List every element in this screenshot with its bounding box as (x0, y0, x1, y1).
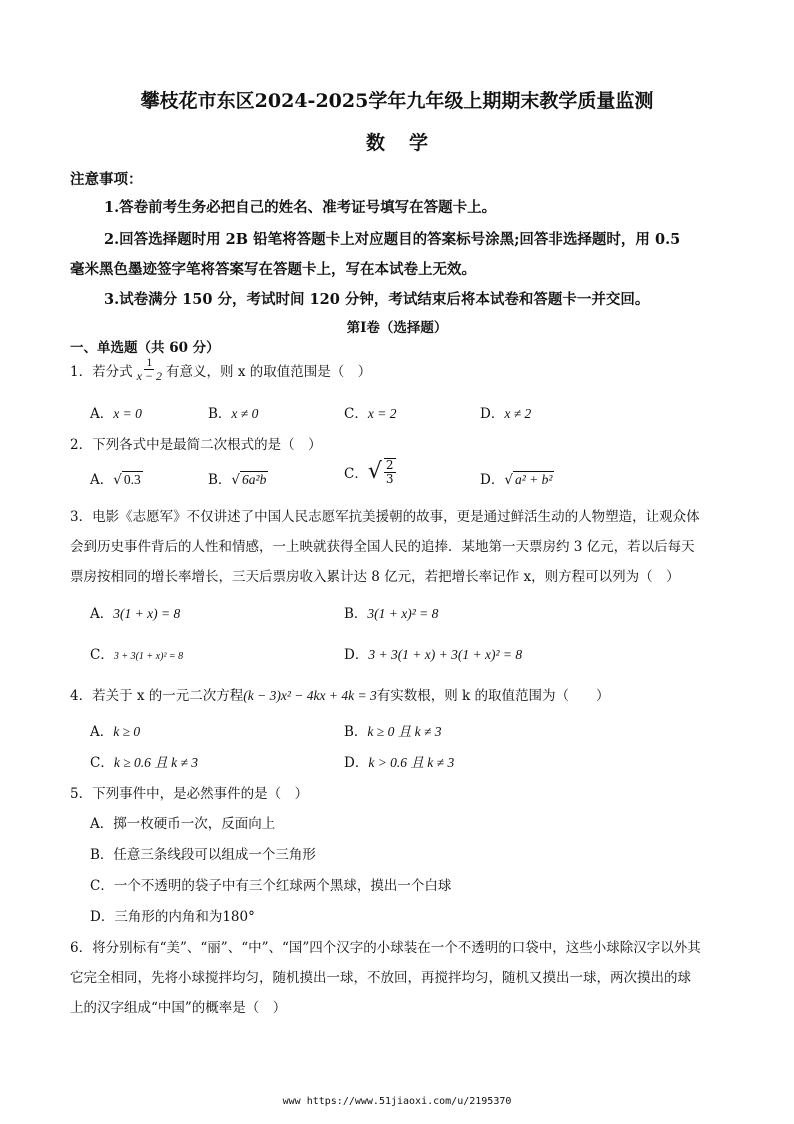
question-1-stem (70, 356, 371, 383)
q4-option-a-label: A． (90, 724, 114, 740)
question-6-line-3: 上的汉字组成“中国”的概率是（ ） (70, 1000, 287, 1016)
section-title: 一、单选题（共 60 分） (70, 340, 220, 356)
q4-option-c-label: C． (90, 755, 114, 771)
q2-option-c-label: C． (344, 466, 368, 483)
q2-option-b: B．√ 6a²b (208, 472, 267, 488)
q4-option-a (90, 720, 140, 740)
q1-suffix: 有意义，则 x 的取值范围是（ ） (166, 363, 372, 380)
q3-option-d (344, 643, 522, 663)
part-title: 第Ⅰ卷（选择题） (346, 320, 448, 336)
q1-option-d-label: D． (480, 406, 505, 422)
q1-option-b-math: x ≠ 0 (231, 406, 259, 421)
q3-option-a-label: A． (90, 606, 114, 622)
notice-item-3: 3.试卷满分 150 分，考试时间 120 分钟，考试结束后将本试卷和答题卡一并交回。 (104, 291, 650, 308)
q3-option-c (90, 643, 183, 663)
q2-option-b-label: B． (208, 472, 232, 488)
q4-option-d-math: k > 0.6 且 k ≠ 3 (368, 755, 455, 770)
q3-option-a-math: 3(1 + x) = 8 (113, 606, 181, 621)
q4-option-a-math: k ≥ 0 (113, 724, 141, 739)
q4-option-c-math: k ≥ 0.6 且 k ≠ 3 (113, 755, 199, 770)
q3-option-d-label: D． (344, 647, 369, 663)
q2-option-a-radicand: 0.3 (123, 472, 141, 487)
q1-option-c-math: x = 2 (367, 406, 397, 421)
q4-option-b-math: k ≥ 0 且 k ≠ 3 (367, 724, 442, 739)
q1-fraction-numerator: 1 (146, 355, 153, 369)
q3-option-b-math: 3(1 + x)² = 8 (367, 606, 439, 621)
notice-item-2a: 2.回答选择题时用 2B 铅笔将答题卡上对应题目的答案标号涂黑;回答非选择题时，用 0.5 (104, 231, 681, 248)
question-4-stem (70, 684, 610, 704)
q3-option-b (344, 602, 438, 622)
q2-option-c-num: 2 (385, 458, 394, 472)
question-6-line-1: 6．将分别标有“美”、“丽”、“中”、“国”四个汉字的小球装在一个不透明的口袋中，这些小球除汉字以外其 (70, 940, 701, 956)
q2-option-c-den: 3 (385, 472, 394, 487)
q2-option-c (344, 458, 398, 486)
q3-option-a (90, 602, 180, 622)
q1-option-d-math: x ≠ 2 (504, 406, 532, 421)
q1-fraction (135, 356, 164, 383)
q5-option-c: C．一个不透明的袋子中有三个红球两个黑球，摸出一个白球 (90, 878, 452, 894)
q1-option-b (208, 402, 258, 422)
q3-option-d-math: 3 + 3(1 + x) + 3(1 + x)² = 8 (368, 647, 523, 662)
notice-item-1: 1.答卷前考生务必把自己的姓名、准考证号填写在答题卡上。 (104, 199, 497, 216)
q5-option-a: A．掷一枚硬币一次，反面向上 (90, 816, 276, 832)
q1-option-d (480, 402, 531, 422)
q2-option-a: A．√ 0.3 (90, 472, 141, 488)
q1-option-c (344, 402, 396, 422)
notice-heading: 注意事项： (70, 171, 143, 188)
q2-option-d: D．√ a² + b² (480, 472, 553, 488)
q2-option-b-radicand: 6a²b (242, 472, 267, 487)
notice-item-2b: 毫米黑色墨迹签字笔将答案写在答题卡上，写在本试卷上无效。 (70, 261, 476, 278)
q2-option-d-radicand: a² + b² (514, 472, 553, 487)
q5-option-b: B．任意三条线段可以组成一个三角形 (90, 847, 316, 863)
q3-option-c-label: C． (90, 647, 114, 663)
question-6-line-2: 它完全相同，先将小球搅拌均匀，随机摸出一球，不放回，再搅拌均匀，随机又摸出一球，两次摸出的球 (70, 970, 691, 986)
exam-title: 攀枝花市东区2024-2025学年九年级上期期末教学质量监测 (140, 90, 654, 112)
q3-option-b-label: B． (344, 606, 368, 622)
q1-option-c-label: C． (344, 406, 368, 422)
q1-prefix: 1．若分式 (70, 363, 133, 380)
footer-url: www https://www.51jiaoxi.com/u/2195370 (282, 1096, 512, 1107)
q4-option-c (90, 751, 198, 771)
q1-option-a (90, 402, 142, 422)
q1-option-b-label: B． (208, 406, 232, 422)
question-2-stem: 2．下列各式中是最简二次根式的是（ ） (70, 437, 322, 453)
q4-equation: (k − 3)x² − 4kx + 4k = 3 (243, 688, 377, 703)
q2-option-c-fraction (384, 458, 396, 486)
q5-option-d: D．三角形的内角和为180° (90, 909, 255, 925)
question-3-line-1: 3．电影《志愿军》不仅讲述了中国人民志愿军抗美援朝的故事，更是通过鲜活生动的人物塑造，让观众体 (70, 509, 700, 525)
q1-option-a-math: x = 0 (113, 406, 142, 421)
q4-option-b-label: B． (344, 724, 368, 740)
q4-option-d (344, 751, 454, 771)
q1-option-a-label: A． (90, 406, 114, 422)
q4-prefix: 4．若关于 x 的一元二次方程 (70, 688, 244, 704)
q4-option-d-label: D． (344, 755, 369, 771)
q4-suffix: 有实数根，则 k 的取值范围为（ ） (376, 688, 610, 704)
question-3-line-3: 票房按相同的增长率增长，三天后票房收入累计达 8 亿元，若把增长率记作 x，则方程可以列为（ ） (70, 569, 680, 585)
question-5-stem: 5．下列事件中，是必然事件的是（ ） (70, 786, 309, 802)
q2-option-d-label: D． (480, 472, 505, 488)
sqrt-icon: √ (367, 459, 382, 485)
subject-title: 数学 (365, 132, 452, 154)
q2-option-a-label: A． (90, 472, 114, 488)
q3-option-c-math: 3 + 3(1 + x)² = 8 (113, 651, 184, 662)
q1-fraction-denominator: x − 2 (136, 369, 163, 384)
q4-option-b (344, 720, 441, 740)
question-3-line-2: 会到历史事件背后的人性和情感，一上映就获得全国人民的追捧．某地第一天票房约 3 亿元，若以后每天 (70, 539, 695, 555)
